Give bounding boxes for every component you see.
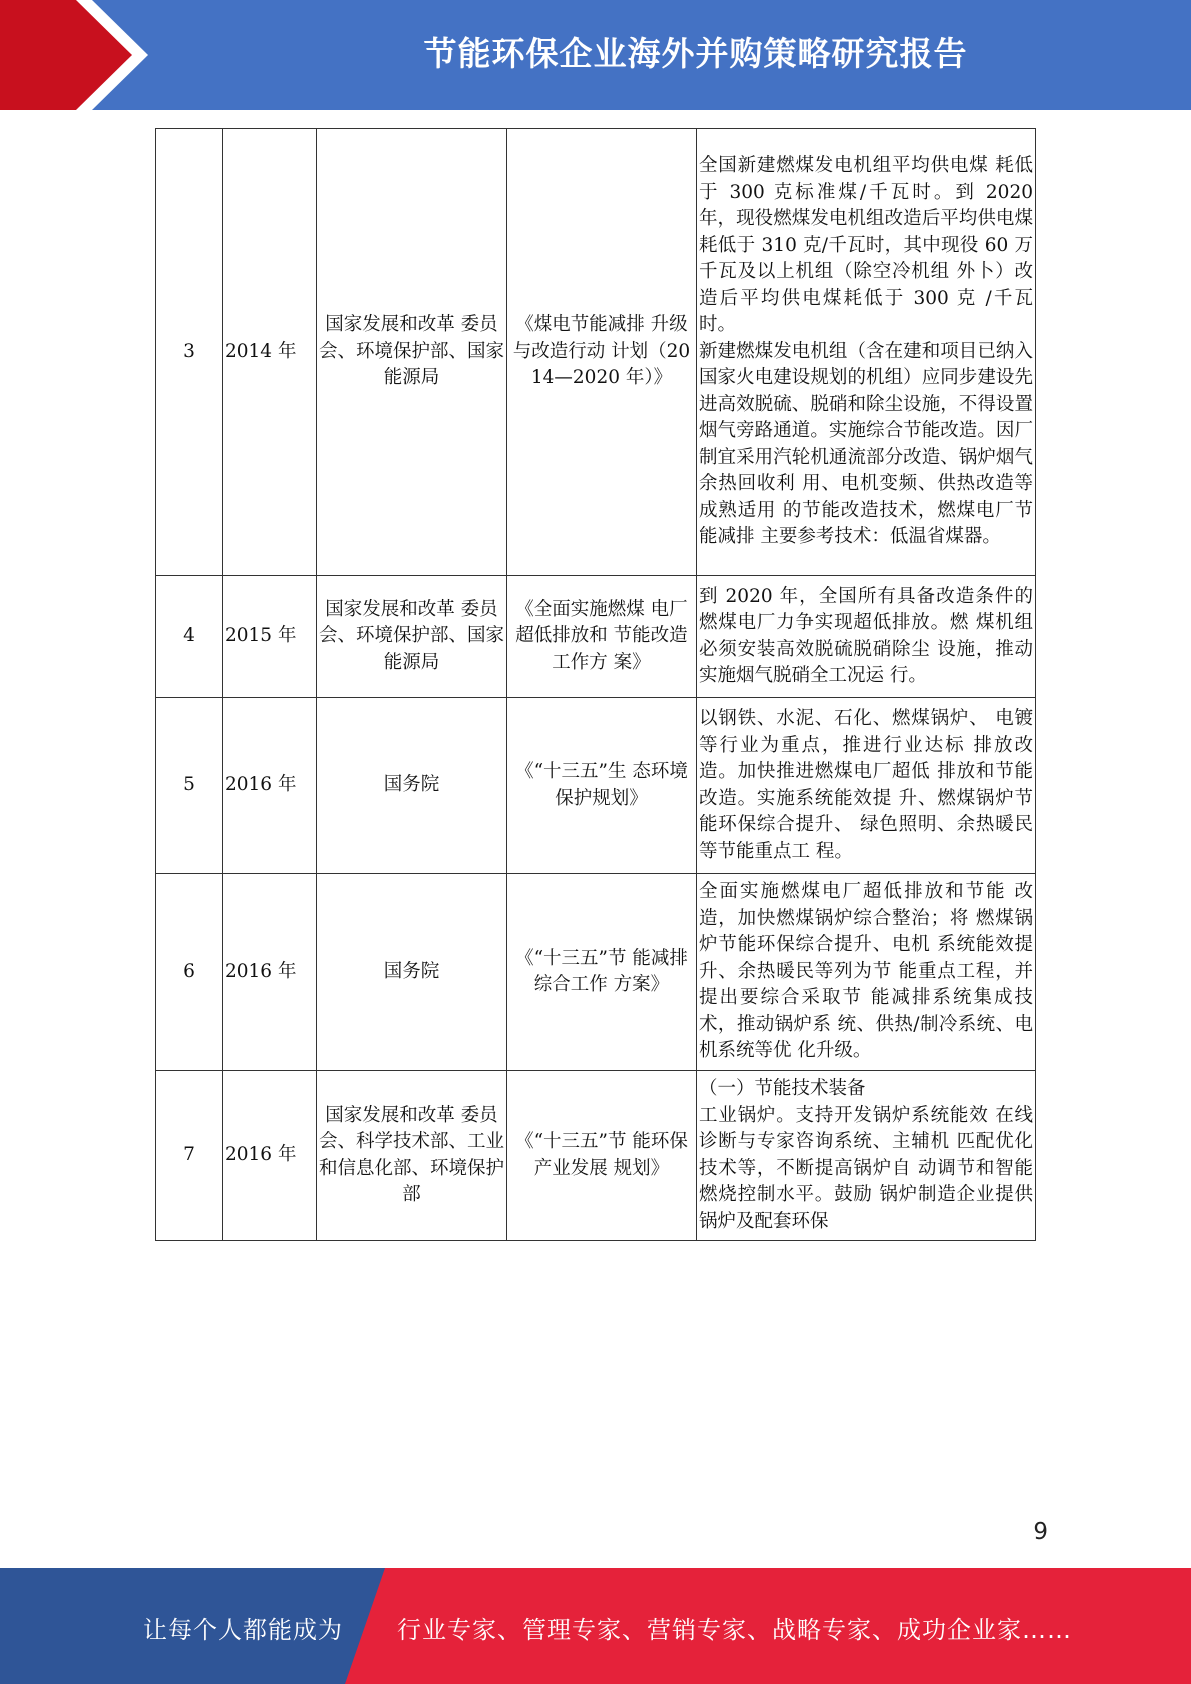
table-row	[156, 874, 1036, 1071]
content-paragraph: 工业锅炉。支持开发锅炉系统能效 在线诊断与专家咨询系统、主辅机 匹配优化技术等，不断提高锅炉自 动调节和智能燃烧控制水平。鼓励 锅炉制造企业提供锅炉及配套环保	[699, 1104, 1033, 1232]
row-number-cell: 4	[156, 576, 223, 698]
row-year-cell: 2016 年	[223, 698, 317, 874]
header-title: 节能环保企业海外并购策略研究报告	[423, 34, 968, 73]
content-paragraph: 全面实施燃煤电厂超低排放和节能 改造，加快燃煤锅炉综合整治；将 燃煤锅炉节能环保综合提升、电机 系统能效提升、余热暖民等列为节 能重点工程，并提出要综合采取节 能减排系统集成技术，推动锅炉系 统、供热/制冷系统、电机系统等优 化升级。	[699, 881, 1033, 1062]
page-header	[0, 0, 1191, 110]
table-row	[156, 576, 1036, 698]
content-paragraph: 全国新建燃煤发电机组平均供电煤 耗低于 300 克标准煤/千瓦时。到 2020 年，现役燃煤发电机组改造后平均供电煤耗低于 310 克/千瓦时，其中现役 60 万千瓦及以上机组（除空冷机组 外卜）改造后平均供电煤耗低于 300 克 /千瓦时。	[699, 155, 1033, 336]
row-content-cell	[697, 129, 1036, 576]
table-row	[156, 129, 1036, 576]
content-paragraph: 新建燃煤发电机组（含在建和项目已纳入国家火电建设规划的机组）应同步建设先进高效脱硫、脱硝和除尘设施，不得设置烟气旁路通道。实施综合节能改造。因厂制宜采用汽轮机通流部分改造、锅炉烟气余热回收利 用、电机变频、供热改造等成熟适用 的节能改造技术，燃煤电厂节能减排 主要参考技术：低温省煤器。	[699, 340, 1033, 548]
content-paragraph: （一）节能技术装备	[699, 1078, 866, 1099]
content-paragraph: 以钢铁、水泥、石化、燃煤锅炉、 电镀等行业为重点，推进行业达标 排放改造。加快推进燃煤电厂超低 排放和节能改造。实施系统能效提 升、燃煤锅炉节能环保综合提升、 绿色照明、余热暖民等节能重点工 程。	[699, 708, 1033, 862]
row-content-cell	[697, 1071, 1036, 1241]
row-number-cell: 6	[156, 874, 223, 1071]
policy-table	[155, 128, 1036, 1241]
footer-slogan-left: 让每个人都能成为	[143, 1616, 343, 1644]
row-year-cell: 2016 年	[223, 1071, 317, 1241]
row-document-cell: 《全面实施燃煤 电厂超低排放和 节能改造工作方 案》	[507, 576, 697, 698]
row-document-cell: 《“十三五”节 能减排综合工作 方案》	[507, 874, 697, 1071]
row-department-cell: 国家发展和改革 委员会、环境保护部、国家能源局	[317, 576, 507, 698]
table-row	[156, 698, 1036, 874]
row-number-cell: 5	[156, 698, 223, 874]
footer-slogan-right: 行业专家、管理专家、营销专家、战略专家、成功企业家……	[397, 1616, 1072, 1644]
row-number-cell: 7	[156, 1071, 223, 1241]
content-paragraph: 到 2020 年，全国所有具备改造条件的燃煤电厂力争实现超低排放。燃 煤机组必须安装高效脱硫脱硝除尘 设施，推动实施烟气脱硝全工况运 行。	[699, 585, 1033, 686]
row-number-cell: 3	[156, 129, 223, 576]
row-year-cell: 2015 年	[223, 576, 317, 698]
row-document-cell: 《“十三五”生 态环境保护规划》	[507, 698, 697, 874]
table-row	[156, 1071, 1036, 1241]
row-year-cell: 2014 年	[223, 129, 317, 576]
row-year-cell: 2016 年	[223, 874, 317, 1071]
row-document-cell: 《煤电节能减排 升级与改造行动 计划（2014—2020 年）》	[507, 129, 697, 576]
row-department-cell: 国家发展和改革 委员会、科学技术部、工业和信息化部、环境保护部	[317, 1071, 507, 1241]
page-footer	[0, 1568, 1191, 1684]
row-content-cell	[697, 576, 1036, 698]
row-content-cell	[697, 698, 1036, 874]
row-department-cell: 国务院	[317, 874, 507, 1071]
row-department-cell: 国家发展和改革 委员会、环境保护部、国家能源局	[317, 129, 507, 576]
page-number: 9	[1033, 1519, 1048, 1545]
row-department-cell: 国务院	[317, 698, 507, 874]
row-document-cell: 《“十三五”节 能环保产业发展 规划》	[507, 1071, 697, 1241]
row-content-cell	[697, 874, 1036, 1071]
